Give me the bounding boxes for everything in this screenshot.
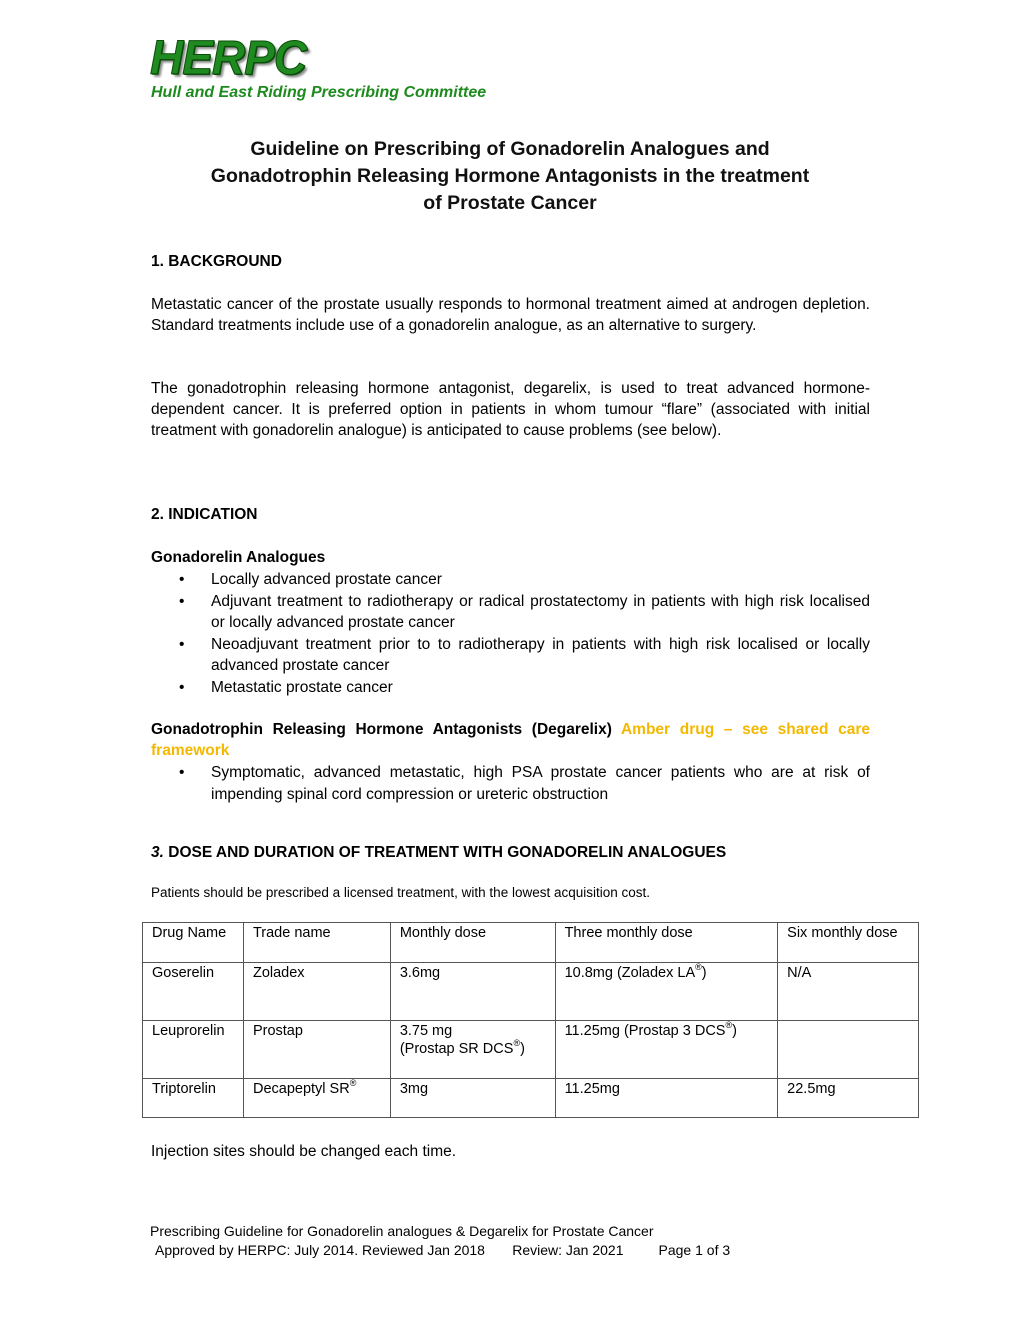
section-heading-background: 1. BACKGROUND — [151, 253, 282, 270]
title-line-3: of Prostate Cancer — [423, 192, 597, 214]
bullet-icon: • — [179, 592, 185, 610]
committee-name: Hull and East Riding Prescribing Committee — [151, 84, 487, 101]
section-heading-indication: 2. INDICATION — [151, 506, 258, 523]
footer-review: Review: Jan 2021 — [512, 1242, 624, 1258]
injection-note: Injection sites should be changed each time. — [151, 1143, 457, 1160]
column-header: Trade name — [243, 923, 390, 963]
table-row — [143, 963, 919, 1021]
monthly-cell: 3.75 mg (Prostap SR DCS®) — [390, 1021, 555, 1079]
trade-cell: Decapeptyl SR® — [243, 1079, 390, 1118]
background-paragraph-1: Metastatic cancer of the prostate usually responds to hormonal treatment aimed at androgen depletion. Standard treatments include use of a gonadorelin analogue, as an alternative to surgery. — [151, 296, 870, 334]
footer-page-number: Page 1 of 3 — [658, 1242, 731, 1258]
footer-approved: Approved by HERPC: July 2014. Reviewed Jan 2018 — [155, 1242, 485, 1258]
table-row — [143, 1021, 919, 1079]
monthly-cell: 3.6mg — [390, 963, 555, 1021]
column-header: Three monthly dose — [555, 923, 778, 963]
gonadorelin-subheading: Gonadorelin Analogues — [151, 549, 326, 566]
list-item: • Metastatic prostate cancer — [151, 677, 870, 699]
dose-table — [142, 922, 919, 1118]
amber-drug-link[interactable]: Amber drug – see shared care framework — [151, 721, 870, 759]
table-header-row — [143, 923, 919, 963]
trade-cell: Prostap — [243, 1021, 390, 1079]
footer-title: Prescribing Guideline for Gonadorelin analogues & Degarelix for Prostate Cancer — [150, 1223, 654, 1239]
three-monthly-cell: 11.25mg — [555, 1079, 778, 1118]
column-header: Six monthly dose — [778, 923, 919, 963]
herpc-logo: HERPC — [150, 29, 307, 85]
trade-cell: Zoladex — [243, 963, 390, 1021]
dose-intro: Patients should be prescribed a licensed treatment, with the lowest acquisition cost. — [151, 885, 651, 900]
list-item: • Neoadjuvant treatment prior to to radiotherapy in patients with high risk localised or locally advanced prostate cancer — [179, 635, 870, 674]
title-line-1: Guideline on Prescribing of Gonadorelin Analogues and — [250, 138, 770, 160]
bullet-icon: • — [179, 635, 185, 653]
title-line-2: Gonadotrophin Releasing Hormone Antagonists in the treatment — [210, 165, 810, 187]
column-header: Drug Name — [143, 923, 244, 963]
background-paragraph-2: The gonadotrophin releasing hormone antagonist, degarelix, is used to treat advanced hormone-dependent cancer. It is preferred option in patients in whom tumour “flare” (associated with initial treatment with gonadorelin analogue) is anticipated to cause problems (see below). — [151, 380, 870, 439]
bullet-icon: • — [179, 678, 185, 696]
six-monthly-cell: 22.5mg — [778, 1079, 919, 1118]
degarelix-subheading: Gonadotrophin Releasing Hormone Antagonists (Degarelix) Amber drug – see shared care framework — [151, 721, 870, 759]
bullet-icon: • — [179, 764, 185, 781]
three-monthly-cell: 10.8mg (Zoladex LA®) — [555, 963, 778, 1021]
monthly-cell: 3mg — [390, 1079, 555, 1118]
gonadorelin-indication-list — [151, 569, 870, 698]
list-item: • Symptomatic, advanced metastatic, high PSA prostate cancer patients who are at risk of impending spinal cord compression or ureteric obstruction — [179, 764, 870, 803]
document-title — [140, 136, 880, 217]
degarelix-indication-list — [151, 762, 870, 805]
six-monthly-cell: N/A — [778, 963, 919, 1021]
list-item: • Adjuvant treatment to radiotherapy or radical prostatectomy in patients with high risk localised or locally advanced prostate cancer — [179, 592, 870, 631]
bullet-icon: • — [179, 571, 185, 588]
column-header: Monthly dose — [390, 923, 555, 963]
drug-cell: Goserelin — [143, 963, 244, 1021]
footer-meta — [155, 1242, 730, 1258]
drug-cell: Triptorelin — [143, 1079, 244, 1118]
drug-cell: Leuprorelin — [143, 1021, 244, 1079]
six-monthly-cell — [778, 1021, 919, 1079]
list-item: • Locally advanced prostate cancer — [151, 569, 870, 591]
three-monthly-cell: 11.25mg (Prostap 3 DCS®) — [555, 1021, 778, 1079]
table-row — [143, 1079, 919, 1118]
section-heading-dose: 3. DOSE AND DURATION OF TREATMENT WITH GONADORELIN ANALOGUES — [151, 844, 727, 861]
